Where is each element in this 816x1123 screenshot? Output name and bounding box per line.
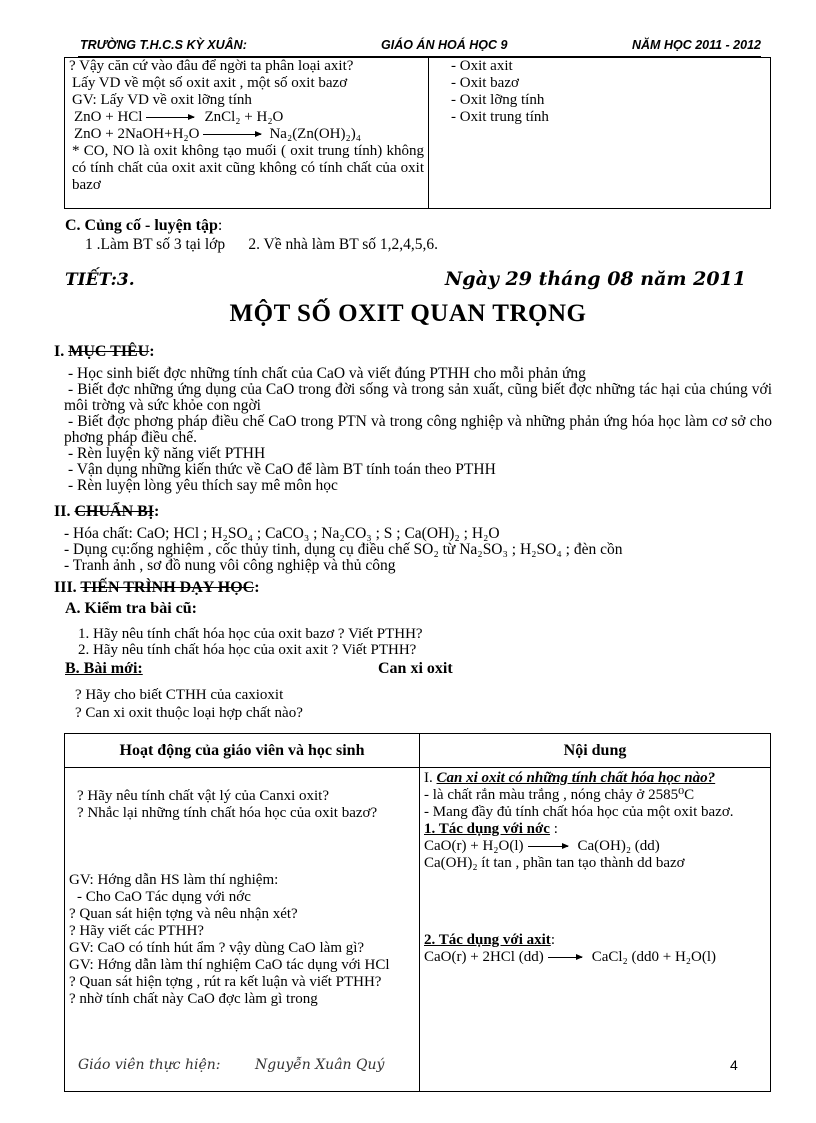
arrow-icon: [528, 846, 568, 847]
list-item: - Rèn luyện kỹ năng viết PTHH: [68, 445, 266, 462]
list-item: - Biết đợc những ứng dụng của CaO trong đời sống và trong sản xuất, cũng biết đợc những tác hại của chúng với môi trờng và sức khỏe con ngời: [64, 381, 772, 414]
activity-line: ? Hãy nêu tính chất vật lý của Canxi oxit?: [77, 788, 330, 804]
list-item: - Dụng cụ:ống nghiệm , cốc thủy tinh, dụng cụ điều chế SO₂ từ Na₂SO₃ ; H₂SO₄ ; đèn cồn: [64, 541, 623, 558]
activity-line: ? Quan sát hiện tợng , rút ra kết luận và viết PTHH?: [69, 974, 382, 990]
content-subsection-2: 2. Tác dụng với axit:: [424, 932, 555, 948]
activity-line: GV: Hớng dẫn làm thí nghiệm CaO tác dụng với HCl: [69, 957, 390, 973]
kiem-tra-list: [78, 626, 423, 658]
cung-co-section: C. Củng cố - luyện tập:: [65, 217, 223, 234]
header-subject: GIÁO ÁN HOÁ HỌC 9: [381, 38, 508, 52]
activity-line: ? nhờ tính chất này CaO đợc làm gì trong: [69, 991, 318, 1007]
content-subsection-1: 1. Tác dụng với nớc :: [424, 821, 558, 837]
oxide-type: - Oxit lỡng tính: [451, 92, 545, 108]
column-header: Hoạt động của giáo viên và học sinh: [65, 734, 420, 768]
oxide-type: - Oxit axit: [451, 58, 513, 74]
footer-label: Giáo viên thực hiện:: [78, 1057, 221, 1073]
reaction-zno-naoh: ZnO + 2NaOH+H₂O Na₂(Zn(OH)₂)₄: [74, 126, 361, 142]
cung-co-title: C. Củng cố - luyện tập: [65, 217, 218, 234]
section-chuan-bi: II. CHUẨN BỊ:: [54, 503, 160, 520]
top-table-left: [65, 58, 429, 209]
footer-teacher-name: Nguyễn Xuân Quý: [255, 1057, 385, 1073]
top-line-1: Lấy VD về một số oxit axit , một số oxit bazơ: [72, 75, 348, 91]
page-title: MỘT SỐ OXIT QUAN TRỌNG: [229, 300, 587, 327]
cung-co-items: 1 .Làm BT số 3 tại lớp 2. Về nhà làm BT số 1,2,4,5,6.: [85, 236, 439, 253]
section-muc-tieu: I. MỤC TIÊU:: [54, 343, 155, 360]
list-item: 1. Hãy nêu tính chất hóa học của oxit bazơ ? Viết PTHH?: [78, 626, 423, 642]
header-school: TRƯỜNG T.H.C.S KỲ XUÂN:: [80, 38, 247, 52]
top-table: [64, 57, 771, 209]
activity-line: GV: Hớng dẫn HS làm thí nghiệm:: [69, 872, 279, 888]
kiem-tra-title: A. Kiểm tra bài cũ:: [65, 600, 197, 617]
content-section-1: I. Can xi oxit có những tính chất hóa học nào?: [424, 770, 716, 786]
main-table: [64, 733, 771, 1092]
muc-tieu-list: [64, 366, 772, 494]
list-item: ? Can xi oxit thuộc loại hợp chất nào?: [75, 705, 303, 721]
list-item: - Vận dụng những kiến thức về CaO để làm BT tính toán theo PTHH: [68, 461, 496, 478]
top-line-2: GV: Lấy VD về oxit lỡng tính: [72, 92, 252, 108]
reaction-cao-water: CaO(r) + H₂O(l) Ca(OH)₂ (dd): [424, 838, 660, 854]
lesson-number: TIẾT:3.: [65, 270, 135, 290]
list-item: - Học sinh biết đợc những tính chất của CaO và viết đúng PTHH cho mỗi phản ứng: [68, 365, 586, 382]
page-header: [78, 38, 761, 58]
activity-line: ? Nhắc lại những tính chất hóa học của oxit bazơ?: [77, 805, 378, 821]
bai-moi-topic: Can xi oxit: [378, 660, 453, 677]
main-table-left: [65, 768, 420, 1092]
activity-line: GV: CaO có tính hút ẩm ? vậy dùng CaO làm gì?: [69, 940, 365, 956]
reaction-zno-hcl: ZnO + HCl ZnCl₂ + H₂O: [74, 109, 284, 125]
reaction-cao-hcl: CaO(r) + 2HCl (dd) CaCl₂ (dd0 + H₂O(l): [424, 949, 717, 965]
column-header: Nội dung: [420, 734, 771, 768]
activity-line: - Cho CaO Tác dụng với nớc: [77, 889, 251, 905]
list-item: - Biết đợc phơng pháp điều chế CaO trong PTN và trong công nghiệp và những phản ứng hóa học làm cơ sở cho phơng pháp điều chế.: [64, 413, 772, 446]
header-year: NĂM HỌC 2011 - 2012: [632, 38, 761, 52]
list-item: - Rèn luyện lòng yêu thích say mê môn học: [68, 477, 338, 494]
content-line: Ca(OH)₂ ít tan , phần tan tạo thành dd bazơ: [424, 855, 685, 871]
page-number: 4: [730, 1057, 738, 1073]
bai-moi-title: B. Bài mới:: [65, 660, 143, 677]
activity-line: ? Hãy viết các PTHH?: [69, 923, 204, 939]
main-table-right: [420, 768, 771, 1092]
arrow-icon: [548, 957, 582, 958]
activity-line: ? Quan sát hiện tợng và nêu nhận xét?: [69, 906, 298, 922]
chuan-bi-list: [64, 526, 772, 574]
top-note: * CO, NO là oxit không tạo muối ( oxit trung tính) không có tính chất của oxit axit cũng không có tính chất của oxit bazơ: [72, 143, 424, 193]
section-tien-trinh: III. TIẾN TRÌNH DẠY HỌC:: [54, 579, 260, 596]
lesson-date: Ngày 29 tháng 08 năm 2011: [444, 268, 746, 290]
top-table-right: [429, 58, 771, 209]
arrow-icon: [203, 134, 261, 135]
list-item: - Hóa chất: CaO; HCl ; H₂SO₄ ; CaCO₃ ; Na₂CO₃ ; S ; Ca(OH)₂ ; H₂O: [64, 525, 500, 542]
oxide-type: - Oxit trung tính: [451, 109, 549, 125]
content-line: - là chất rắn màu trắng , nóng chảy ở 2585⁰C: [424, 787, 695, 803]
list-item: 2. Hãy nêu tính chất hóa học của oxit axit ? Viết PTHH?: [78, 642, 417, 658]
arrow-icon: [146, 117, 194, 118]
oxide-type: - Oxit bazơ: [451, 75, 519, 91]
top-question: ? Vậy căn cứ vào đâu để ngời ta phân loại axit?: [69, 58, 354, 74]
bai-moi-questions: [75, 686, 303, 722]
list-item: ? Hãy cho biết CTHH của caxioxit: [75, 687, 284, 703]
list-item: - Tranh ảnh , sơ đồ nung vôi công nghiệp và thủ công: [64, 557, 396, 574]
content-line: - Mang đầy đủ tính chất hóa học của một oxit bazơ.: [424, 804, 734, 820]
